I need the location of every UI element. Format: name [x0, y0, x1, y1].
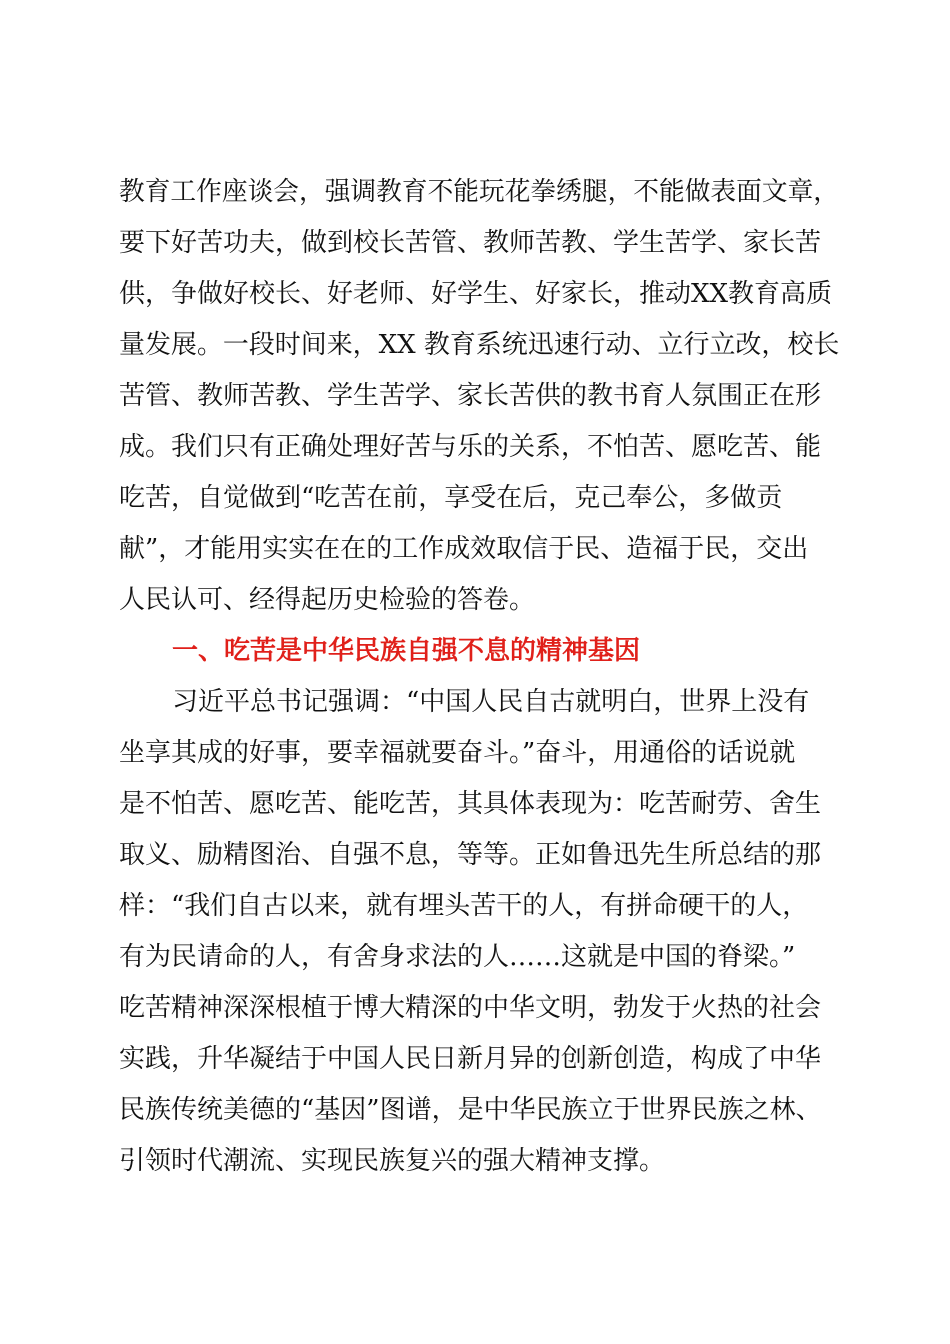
paragraph-1-line-1: 教育工作座谈会，强调教育不能玩花拳绣腿，不能做表面文章， — [119, 177, 840, 207]
paragraph-1-line-2: 要下好苦功夫，做到校长苦管、教师苦教、学生苦学、家长苦 — [119, 228, 822, 258]
paragraph-2-line-4: 取义、励精图治、自强不息，等等。正如鲁迅先生所总结的那 — [119, 840, 822, 870]
paragraph-2-line-10: 引领时代潮流、实现民族复兴的强大精神支撑。 — [119, 1146, 666, 1176]
paragraph-2-line-9: 民族传统美德的“基因”图谱，是中华民族立于世界民族之林、 — [119, 1095, 822, 1125]
paragraph-2-line-5: 样：“我们自古以来，就有埋头苦干的人，有拼命硬干的人， — [119, 891, 809, 921]
section-heading: 一、吃苦是中华民族自强不息的精神基因 — [172, 636, 641, 666]
paragraph-1-line-6: 成。我们只有正确处理好苦与乐的关系，不怕苦、愿吃苦、能 — [119, 432, 822, 462]
paragraph-2-line-1: 习近平总书记强调：“中国人民自古就明白，世界上没有 — [172, 687, 810, 717]
paragraph-2-line-3: 是不怕苦、愿吃苦、能吃苦，其具体表现为：吃苦耐劳、舍生 — [119, 789, 822, 819]
paragraph-2-line-2: 坐享其成的好事，要幸福就要奋斗。”奋斗，用通俗的话说就 — [119, 738, 796, 768]
paragraph-1-line-5: 苦管、教师苦教、学生苦学、家长苦供的教书育人氛围正在形 — [119, 381, 822, 411]
paragraph-1-line-4: 量发展。一段时间来，XX 教育系统迅速行动、立行立改，校长 — [119, 330, 840, 360]
paragraph-1-line-8: 献”，才能用实实在在的工作成效取信于民、造福于民，交出 — [119, 534, 809, 564]
paragraph-1-line-9: 人民认可、经得起历史检验的答卷。 — [119, 585, 536, 615]
paragraph-1-line-3: 供，争做好校长、好老师、好学生、好家长，推动XX教育高质 — [119, 279, 833, 309]
paragraph-1-line-7: 吃苦，自觉做到“吃苦在前，享受在后，克己奉公，多做贡 — [119, 483, 783, 513]
paragraph-2-line-8: 实践，升华凝结于中国人民日新月异的创新创造，构成了中华 — [119, 1044, 822, 1074]
paragraph-2-line-6: 有为民请命的人，有舍身求法的人……这就是中国的脊梁。” — [119, 942, 796, 972]
paragraph-2-line-7: 吃苦精神深深根植于博大精深的中华文明，勃发于火热的社会 — [119, 993, 822, 1023]
